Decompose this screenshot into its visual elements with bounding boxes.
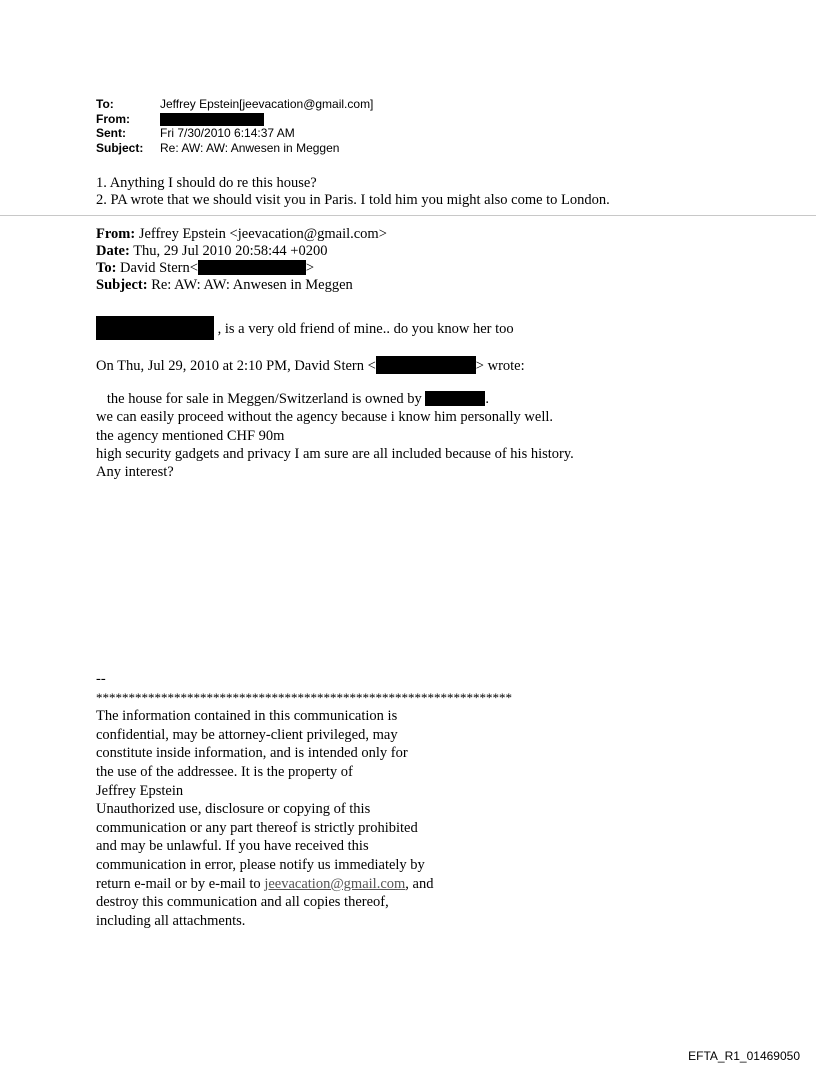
forwarded-header — [96, 226, 387, 294]
email-header — [96, 97, 373, 155]
header-sent-row — [96, 126, 373, 141]
subject-value: Re: AW: AW: Anwesen in Meggen — [160, 140, 340, 155]
fwd-to-close: > — [305, 260, 315, 276]
fwd-from-value: Jeffrey Epstein <jeevacation@gmail.com> — [135, 226, 387, 242]
disclaimer-stars: **************************************************************** — [96, 689, 512, 705]
quote-line-3: the agency mentioned CHF 90m — [96, 428, 285, 444]
friend-line — [96, 316, 514, 340]
quote-line-1-end: . — [485, 391, 490, 407]
disclaimer-line: destroy this communication and all copies thereof, — [96, 894, 389, 911]
document-id: EFTA_R1_01469050 — [688, 1049, 800, 1063]
disclaimer-line: and may be unlawful. If you have received this — [96, 838, 369, 855]
fwd-to-row — [96, 260, 387, 277]
disclaimer-line: constitute inside information, and is intended only for — [96, 745, 408, 762]
quote-line-4: high security gadgets and privacy I am sure are all included because of his history. — [96, 446, 574, 462]
quote-intro — [96, 356, 525, 375]
email-link[interactable]: jeevacation@gmail.com — [264, 875, 406, 892]
fwd-date-value: Thu, 29 Jul 2010 20:58:44 +0200 — [129, 243, 328, 259]
divider — [0, 215, 816, 216]
disclaimer-line: including all attachments. — [96, 912, 246, 929]
from-label: From: — [96, 111, 130, 126]
fwd-from-row — [96, 226, 387, 243]
reply-line-1: 1. Anything I should do re this house? — [96, 175, 317, 191]
quote-line-1-start: the house for sale in Meggen/Switzerland is owned by — [96, 391, 426, 407]
to-value: Jeffrey Epstein[jeevacation@gmail.com] — [160, 97, 374, 111]
redaction-bar — [198, 260, 306, 275]
sent-value: Fri 7/30/2010 6:14:37 AM — [160, 126, 295, 140]
return-end: , and — [405, 875, 434, 892]
disclaimer-line: The information contained in this communication is — [96, 708, 398, 725]
header-from-row — [96, 112, 373, 127]
quote-intro-end: > wrote: — [475, 358, 525, 374]
disclaimer-line: communication in error, please notify us immediately by — [96, 856, 425, 873]
disclaimer — [96, 670, 512, 930]
redaction-bar — [96, 316, 214, 340]
fwd-subject-row — [96, 277, 387, 294]
disclaimer-line: Jeffrey Epstein — [96, 782, 184, 799]
disclaimer-line: the use of the addressee. It is the property of — [96, 763, 353, 780]
fwd-subject-label: Subject: — [96, 277, 148, 293]
fwd-to-value: David Stern< — [116, 260, 198, 276]
reply-body — [96, 175, 610, 209]
subject-label: Subject: — [96, 140, 144, 155]
header-subject-row — [96, 141, 373, 156]
return-start: return e-mail or by e-mail to — [96, 875, 265, 892]
fwd-subject-value: Re: AW: AW: Anwesen in Meggen — [147, 277, 353, 293]
disclaimer-line: confidential, may be attorney-client privileged, may — [96, 726, 398, 743]
quote-line-5: Any interest? — [96, 464, 174, 480]
friend-text: , is a very old friend of mine.. do you know her too — [214, 321, 514, 337]
quote-intro-start: On Thu, Jul 29, 2010 at 2:10 PM, David Stern < — [96, 358, 376, 374]
redaction-bar — [376, 356, 476, 374]
disclaimer-line: communication or any part thereof is strictly prohibited — [96, 819, 418, 836]
fwd-date-label: Date: — [96, 243, 130, 259]
disclaimer-dash: -- — [96, 671, 106, 687]
sent-label: Sent: — [96, 126, 126, 140]
reply-line-2: 2. PA wrote that we should visit you in Paris. I told him you might also come to London. — [96, 192, 610, 208]
redaction-bar — [160, 113, 264, 126]
fwd-date-row — [96, 243, 387, 260]
quote-line-2: we can easily proceed without the agency because i know him personally well. — [96, 409, 553, 425]
header-to-row — [96, 97, 373, 112]
fwd-from-label: From: — [96, 226, 136, 242]
disclaimer-line: Unauthorized use, disclosure or copying of this — [96, 801, 371, 818]
redaction-bar — [425, 391, 485, 406]
disclaimer-line-return — [96, 875, 512, 894]
quote-line-1 — [96, 391, 489, 408]
fwd-to-label: To: — [96, 260, 117, 276]
to-label: To: — [96, 97, 114, 111]
